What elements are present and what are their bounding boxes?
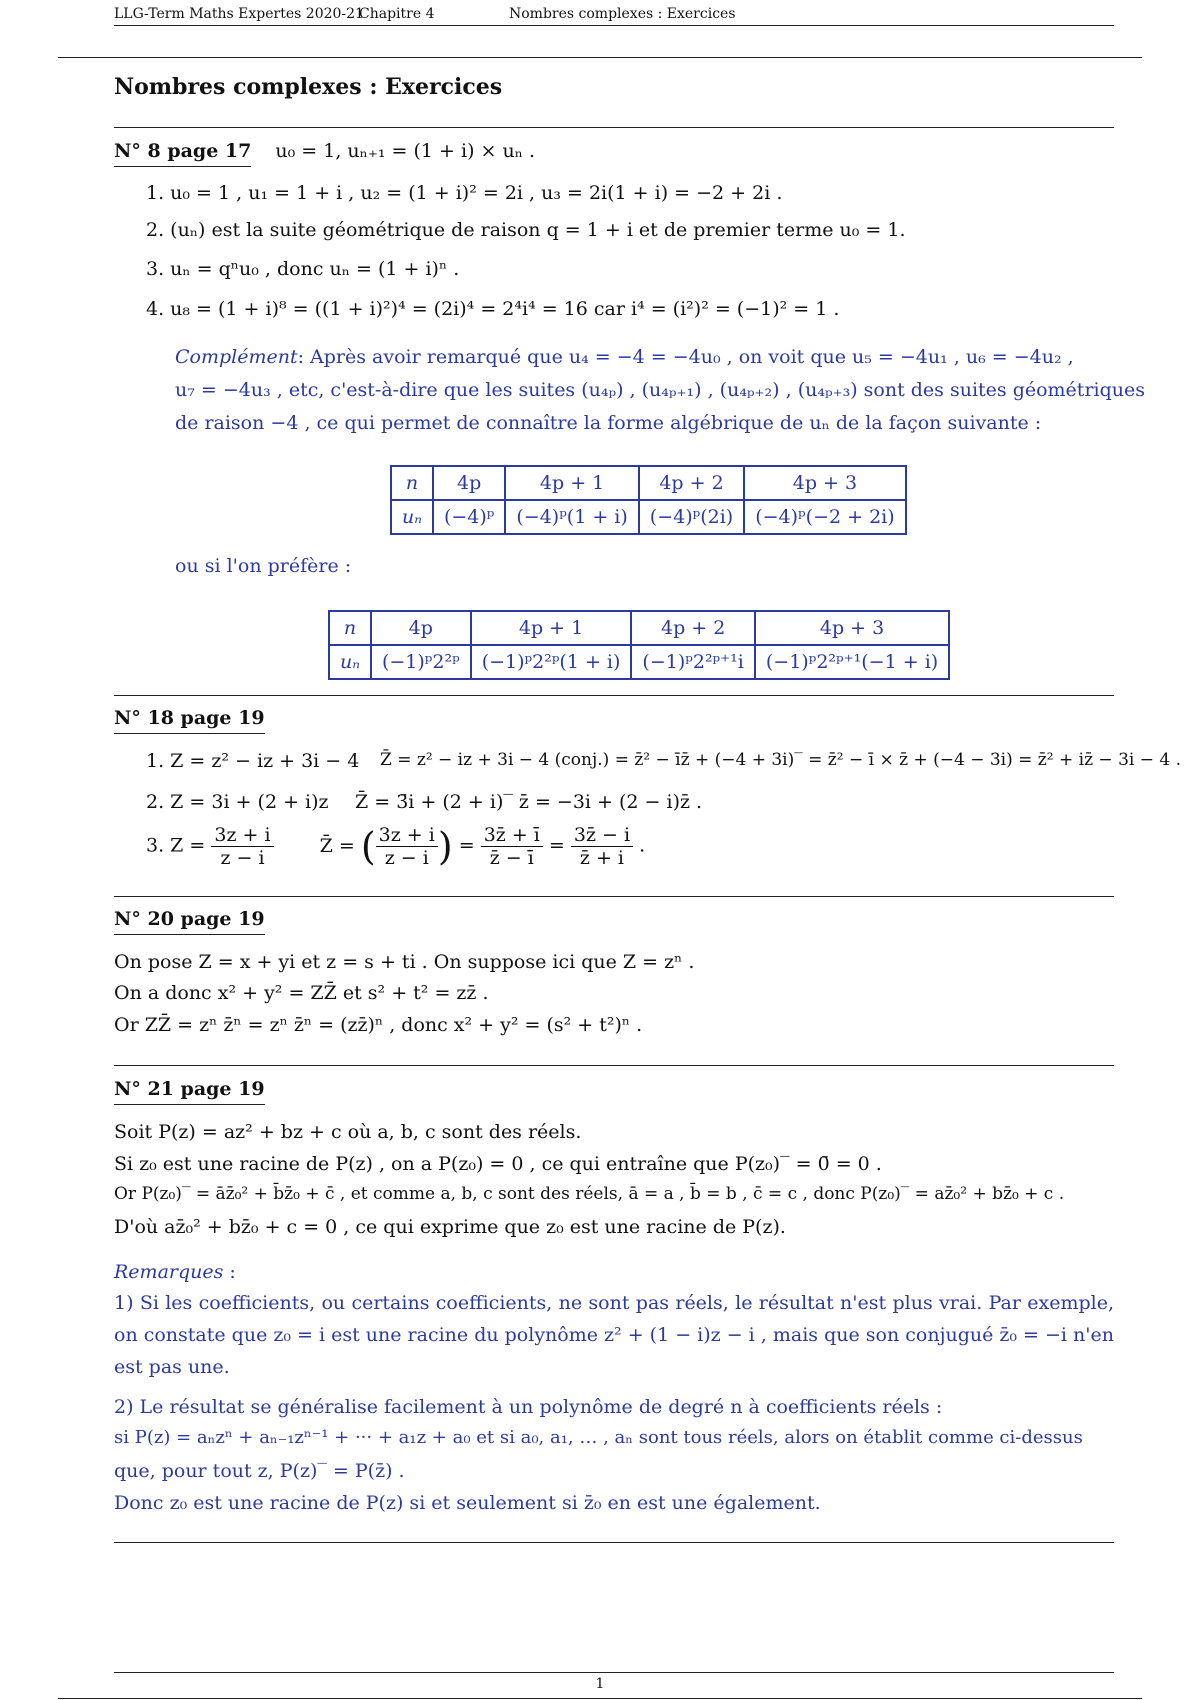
fraction-num: 3z̄ − i (571, 824, 633, 847)
table-cell: 4p + 1 (471, 611, 632, 645)
remark-2-line-3: que, pour tout z, P(z)‾ = P(z̄) . (114, 1460, 405, 1482)
table-cell: uₙ (329, 645, 371, 679)
right-paren: ) (437, 824, 453, 869)
ex20-line-2: On a donc x² + y² = ZZ̄ et s² + t² = zz̄ . (114, 982, 489, 1004)
table-row (391, 500, 906, 534)
fraction-num: 3z̄ + ī (481, 824, 543, 847)
header-chapter: Chapitre 4 (359, 6, 435, 22)
fraction-num: 3z + i (376, 824, 438, 847)
table-cell: (−4)ᵖ (433, 500, 505, 534)
remark-2-line-1: 2) Le résultat se généralise facilement à un polynôme de degré n à coefficients réels : (114, 1396, 943, 1418)
ex8-complement-line-3: de raison −4 , ce qui permet de connaître la forme algébrique de uₙ de la façon suivante : (175, 412, 1042, 434)
page-title: Nombres complexes : Exercices (114, 74, 503, 100)
divider (114, 1542, 1114, 1543)
table-cell: (−4)ᵖ(2i) (639, 500, 744, 534)
table-cell: (−4)ᵖ(−2 + 2i) (744, 500, 905, 534)
remark-2-line-2: si P(z) = aₙzⁿ + aₙ₋₁zⁿ⁻¹ + ··· + a₁z + a₀ et si a₀, a₁, … , aₙ sont tous réels, alors on établit comme ci-dessus (114, 1427, 1083, 1448)
table-cell: (−1)ᵖ2²ᵖ (371, 645, 471, 679)
ex8-item-4: 4. u₈ = (1 + i)⁸ = ((1 + i)²)⁴ = (2i)⁴ = 2⁴i⁴ = 16 car i⁴ = (i²)² = (−1)² = 1 . (146, 298, 840, 320)
table-cell: 4p + 1 (505, 466, 638, 500)
table-row (329, 611, 949, 645)
ex18-label: N° 18 page 19 (114, 707, 265, 734)
divider (114, 127, 1114, 128)
or-prefer-text: ou si l'on préfère : (175, 555, 352, 577)
ex20-line-1: On pose Z = x + yi et z = s + ti . On suppose ici que Z = zⁿ . (114, 951, 695, 973)
fraction-den: z̄ + i (579, 847, 625, 869)
table-row (329, 645, 949, 679)
fraction-den: z − i (220, 847, 265, 869)
fraction (376, 824, 438, 869)
fraction (481, 824, 543, 869)
table-cell: n (329, 611, 371, 645)
fraction-den: z̄ − ī (489, 847, 534, 869)
remark-2-line-4: Donc z₀ est une racine de P(z) si et seulement si z̄₀ en est une également. (114, 1492, 821, 1514)
ex18-item-2-right: Z̄ = 3̄i + (2 + i)‾ z̄ = −3i + (2 − i)z̄ . (355, 791, 703, 813)
table-cell: (−4)ᵖ(1 + i) (505, 500, 638, 534)
ex20-label: N° 20 page 19 (114, 908, 265, 935)
remark-1: 1) Si les coefficients, ou certains coefficients, ne sont pas réels, le résultat n'est plus vrai. Par exemple, on constate que z₀ = i est une racine du polynôme z² + (1 − i)z − i , mais que son conjugué z̄₀ = −i n'en est pas une. (114, 1292, 1114, 1378)
table-row (391, 466, 906, 500)
remarques-heading (114, 1261, 236, 1283)
ex21-line-2: Si z₀ est une racine de P(z) , on a P(z₀) = 0 , ce qui entraîne que P(z₀)‾ = 0̄ = 0 . (114, 1153, 882, 1175)
sequence-table-1 (390, 465, 907, 535)
fraction-den: z − i (384, 847, 429, 869)
table-cell: 4p (371, 611, 471, 645)
complement-label: Complément (175, 346, 298, 368)
ex8-statement: u₀ = 1, uₙ₊₁ = (1 + i) × uₙ . (275, 140, 536, 162)
table-cell: 4p + 2 (631, 611, 754, 645)
ex8-complement-line-1 (175, 346, 1074, 368)
ex18-item-1-right: Z̄ = z² − iz + 3i − 4 (conj.) = z̄² − īz̄ + (−4 + 3i)‾ = z̄² − ī × z̄ + (−4 − 3i) = z̄² + iz̄ − 3i − 4 . (380, 750, 1182, 770)
ex21-heading (114, 1078, 265, 1105)
complement-text-1: : Après avoir remarqué que u₄ = −4 = −4u₀ , on voit que u₅ = −4u₁ , u₆ = −4u₂ , (297, 346, 1074, 368)
divider (114, 695, 1114, 696)
ex18-item-2-left: 2. Z = 3i + (2 + i)z (146, 791, 329, 813)
fraction (211, 824, 273, 869)
ex18-heading (114, 707, 265, 734)
header-rule (114, 25, 1114, 26)
ex21-label: N° 21 page 19 (114, 1078, 265, 1105)
ex8-label: N° 8 page 17 (114, 140, 251, 167)
table-cell: 4p (433, 466, 505, 500)
table-cell: 4p + 3 (755, 611, 949, 645)
footer-rule-wide (58, 1698, 1142, 1699)
table-cell: n (391, 466, 433, 500)
ex21-line-4: D'où az̄₀² + bz̄₀ + c = 0 , ce qui exprime que z₀ est une racine de P(z). (114, 1216, 786, 1238)
ex18-item-3-zbar: Z̄ = (319, 834, 355, 857)
table-cell: uₙ (391, 500, 433, 534)
ex8-item-1: 1. u₀ = 1 , u₁ = 1 + i , u₂ = (1 + i)² = 2i , u₃ = 2i(1 + i) = −2 + 2i . (146, 182, 783, 204)
fraction-num: 3z + i (211, 824, 273, 847)
ex18-item-3: 3. Z = $\frac{3z + i}{z - i}$ Z̄ = ( $\frac{3z + i}{z - i}$ ) = $\frac{3z̄ + ī}{z̄ - ī}$ = $\frac{3z̄ - i}{z̄ + i}$ . (146, 824, 646, 869)
header-topic: Nombres complexes : Exercices (509, 6, 736, 22)
table-cell: 4p + 3 (744, 466, 905, 500)
table-cell: (−1)ᵖ2²ᵖ⁺¹(−1 + i) (755, 645, 949, 679)
ex8-item-3: 3. uₙ = qⁿu₀ , donc uₙ = (1 + i)ⁿ . (146, 258, 460, 280)
sequence-table-2 (328, 610, 950, 680)
ex21-line-1: Soit P(z) = az² + bz + c où a, b, c sont des réels. (114, 1121, 582, 1143)
remarques-colon: : (223, 1261, 236, 1283)
table-cell: (−1)ᵖ2²ᵖ(1 + i) (471, 645, 632, 679)
table-cell: 4p + 2 (639, 466, 744, 500)
left-paren: ( (360, 824, 376, 869)
footer-rule (114, 1672, 1114, 1673)
remarques-label: Remarques (114, 1261, 224, 1283)
ex18-item-3-prefix: 3. Z = (146, 834, 206, 857)
ex18-item-1-left: 1. Z = z² − iz + 3i − 4 (146, 750, 360, 772)
divider (114, 1065, 1114, 1066)
ex20-line-3: Or ZZ̄ = zⁿ z̄ⁿ = zⁿ z̄ⁿ = (zz̄)ⁿ , donc x² + y² = (s² + t²)ⁿ . (114, 1014, 643, 1036)
header-rule-wide (58, 57, 1142, 58)
ex8-complement-line-2: u₇ = −4u₃ , etc, c'est-à-dire que les suites (u₄ₚ) , (u₄ₚ₊₁) , (u₄ₚ₊₂) , (u₄ₚ₊₃) sont des suites géométriques (175, 379, 1145, 401)
table-cell: (−1)ᵖ2²ᵖ⁺¹i (631, 645, 754, 679)
ex8-item-2: 2. (uₙ) est la suite géométrique de raison q = 1 + i et de premier terme u₀ = 1. (146, 219, 906, 241)
divider (114, 896, 1114, 897)
ex20-heading (114, 908, 265, 935)
page-number: 1 (595, 1676, 605, 1692)
header-course: LLG-Term Maths Expertes 2020-21 (114, 6, 364, 22)
ex8-heading (114, 140, 535, 167)
fraction (571, 824, 633, 869)
ex21-line-3: Or P(z₀)‾ = āz̄₀² + b̄z̄₀ + c̄ , et comme a, b, c sont des réels, ā = a , b̄ = b , c̄ = c , donc P(z₀)‾ = az̄₀² + bz̄₀ + c . (114, 1184, 1065, 1204)
